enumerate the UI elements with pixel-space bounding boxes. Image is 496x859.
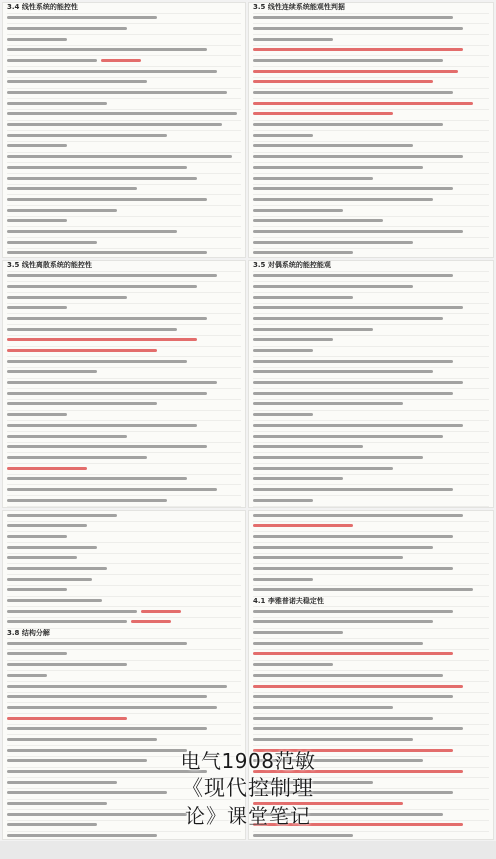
note-page-1 bbox=[2, 2, 246, 258]
bottom-bar bbox=[0, 841, 496, 859]
page-heading: 3.5 线性离散系统的能控性 bbox=[7, 261, 241, 272]
caption-title-line1: 《现代控制理 bbox=[182, 776, 314, 800]
caption-author: 电气1908范敏 bbox=[180, 749, 316, 773]
page-heading: 3.5 对偶系统的能控能观 bbox=[253, 261, 489, 272]
page-heading: 3.4 线性系统的能控性 bbox=[7, 3, 241, 14]
note-page-4 bbox=[248, 260, 494, 508]
page-heading: 4.1 李雅普诺夫稳定性 bbox=[253, 597, 489, 608]
caption-title-line2: 论》课堂笔记 bbox=[185, 804, 311, 828]
note-page-3 bbox=[2, 260, 246, 508]
note-page-2 bbox=[248, 2, 494, 258]
page-heading: 3.8 结构分解 bbox=[7, 629, 241, 640]
page-heading: 3.5 线性连续系统能观性判据 bbox=[253, 3, 489, 14]
